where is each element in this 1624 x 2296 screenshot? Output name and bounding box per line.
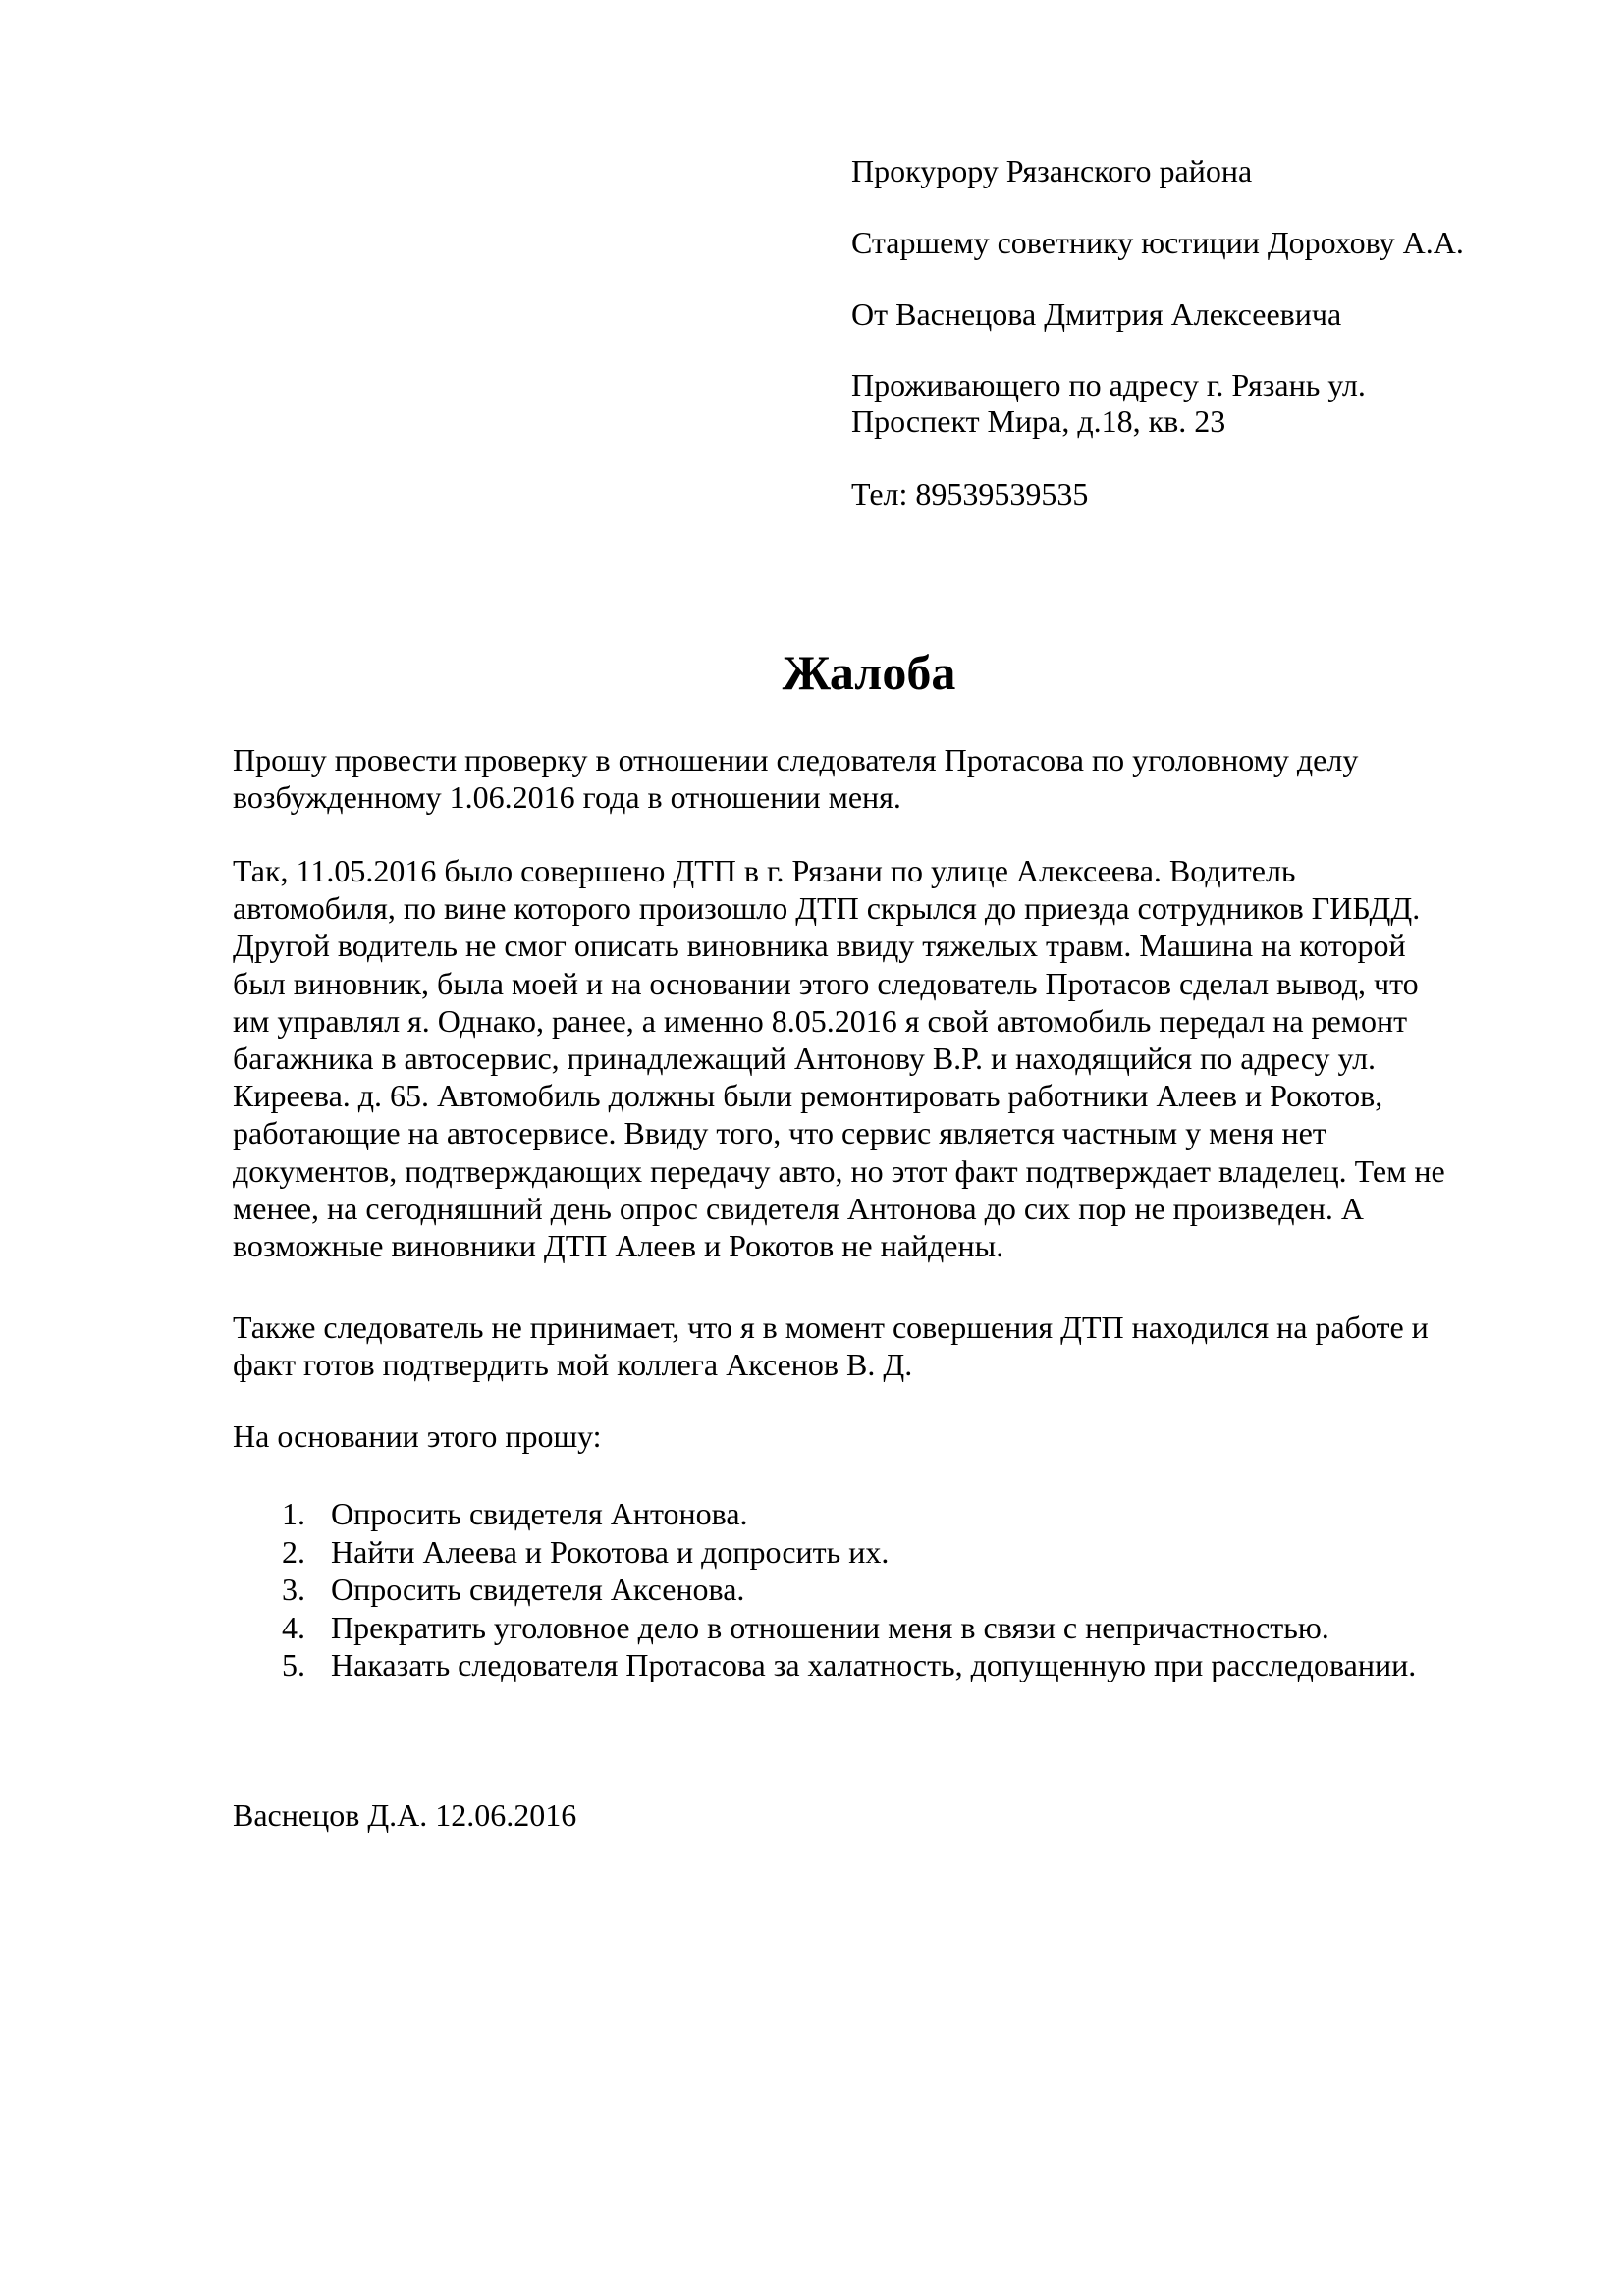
list-item (282, 1646, 1416, 1684)
paragraph-circumstances (233, 852, 1445, 1264)
address-line: Проспект Мира, д.18, кв. 23 (851, 403, 1226, 439)
paragraph-line: Так, 11.05.2016 было совершено ДТП в г. Рязани по улице Алексеева. Водитель (233, 853, 1296, 888)
paragraph-line: Другой водитель не смог описать виновника ввиду тяжелых травм. Машина на которой (233, 928, 1406, 964)
paragraph-line: автомобиля, по вине которого произошло ДТП скрылся до приезда сотрудников ГИБДД. (233, 890, 1421, 927)
paragraph-line: работающие на автосервисе. Ввиду того, что сервис является частным у меня нет (233, 1115, 1326, 1151)
list-item-text: Опросить свидетеля Аксенова. (331, 1572, 745, 1607)
list-item (282, 1571, 1416, 1609)
paragraph-line: документов, подтверждающих передачу авто, но этот факт подтверждает владелец. Тем не (233, 1152, 1445, 1189)
list-item (282, 1609, 1416, 1647)
sender-address (851, 367, 1366, 440)
list-item-number: 1. (282, 1496, 305, 1531)
requests-list (282, 1495, 1416, 1684)
list-item-number: 3. (282, 1572, 305, 1607)
paragraph-line: багажника в автосервис, принадлежащий Антонову В.Р. и находящийся по адресу ул. (233, 1041, 1377, 1077)
document-title: Жалоба (782, 645, 956, 700)
list-item-text: Найти Алеева и Рокотова и допросить их. (331, 1533, 890, 1570)
paragraph-requests-intro (233, 1417, 602, 1455)
paragraph-line: был виновник, была моей и на основании этого следователь Протасов сделал вывод, что (233, 965, 1419, 1001)
list-item-number: 5. (282, 1647, 305, 1682)
paragraph-alibi (233, 1308, 1429, 1383)
paragraph-line: возможные виновники ДТП Алеев и Рокотов не найдены. (233, 1228, 1004, 1264)
sender: От Васнецова Дмитрия Алексеевича (851, 296, 1342, 332)
list-item-number: 4. (282, 1609, 305, 1645)
paragraph-line: На основании этого прошу: (233, 1418, 602, 1454)
address-line: Проживающего по адресу г. Рязань ул. (851, 367, 1366, 402)
paragraph-line: им управлял я. Однако, ранее, а именно 8.05.2016 я свой автомобиль передал на ремонт (233, 1002, 1408, 1039)
signature-line: Васнецов Д.А. 12.06.2016 (233, 1797, 577, 1833)
sender-phone: Тел: 89539539535 (851, 476, 1089, 511)
list-item-text: Прекратить уголовное дело в отношении меня в связи с непричастностью. (331, 1609, 1329, 1645)
recipient-title: Старшему советнику юстиции Дорохову А.А. (851, 225, 1464, 260)
list-item-text: Наказать следователя Протасова за халатность, допущенную при расследовании. (331, 1647, 1417, 1682)
paragraph-line: факт готов подтвердить мой коллега Аксенов В. Д. (233, 1347, 913, 1382)
paragraph-line: возбужденному 1.06.2016 года в отношении меня. (233, 779, 901, 815)
paragraph-line: Киреева. д. 65. Автомобиль должны были ремонтировать работники Алеев и Рокотов, (233, 1078, 1383, 1114)
list-item-number: 2. (282, 1533, 305, 1570)
paragraph-line: Также следователь не принимает, что я в момент совершения ДТП находился на работе и (233, 1309, 1429, 1345)
list-item-text: Опросить свидетеля Антонова. (331, 1496, 748, 1531)
paragraph-request (233, 741, 1358, 816)
paragraph-line: Прошу провести проверку в отношении следователя Протасова по уголовному делу (233, 742, 1359, 777)
paragraph-line: менее, на сегодняшний день опрос свидетеля Антонова до сих пор не произведен. А (233, 1190, 1364, 1226)
recipient: Прокурору Рязанского района (851, 153, 1253, 188)
list-item (282, 1533, 1416, 1572)
list-item (282, 1495, 1416, 1533)
